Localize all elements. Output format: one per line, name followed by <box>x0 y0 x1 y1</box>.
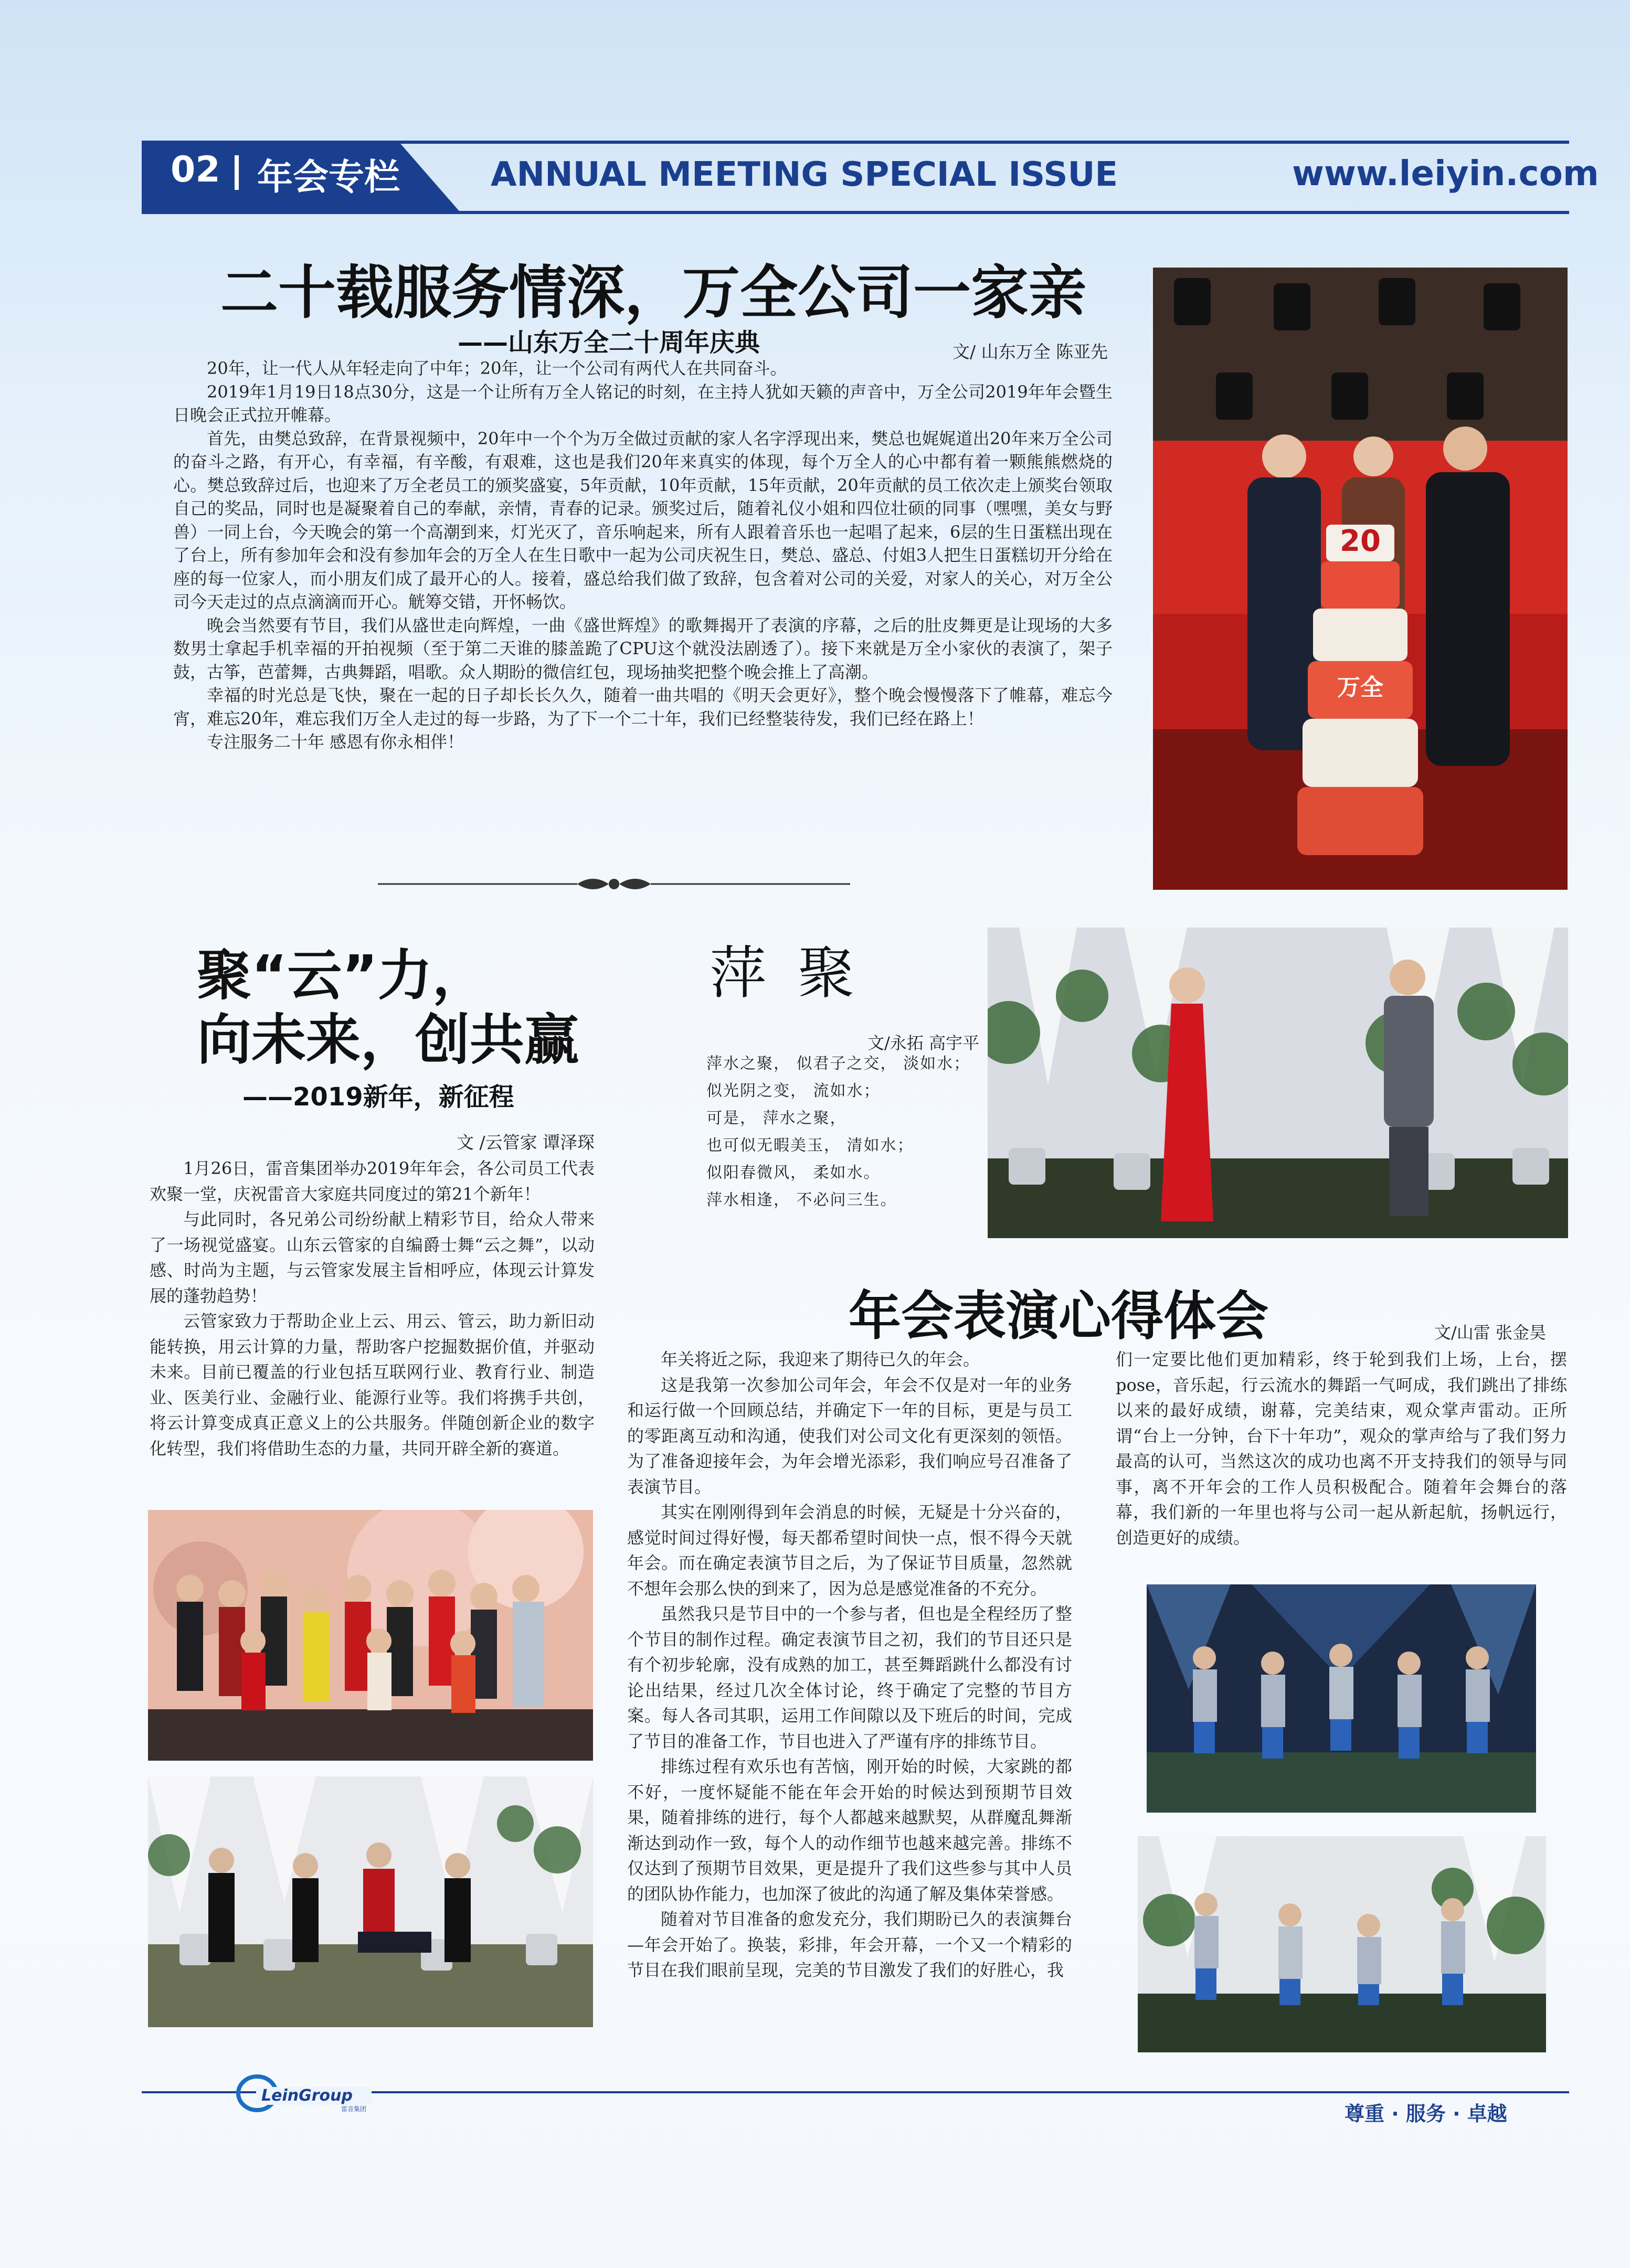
person-right <box>1426 427 1510 766</box>
article2-author: 文 /云管家 谭泽琛 <box>457 1132 595 1153</box>
photo-dancers-silver <box>1147 1584 1536 1813</box>
cake-banner-text: 万全 <box>1337 674 1383 701</box>
website-link[interactable]: www.leiyin.com <box>1292 153 1599 194</box>
poem-line: 可是， 萍水之聚， <box>706 1109 847 1127</box>
photo-dancers-stage <box>1138 1836 1546 2052</box>
photo-group <box>148 1510 593 1761</box>
article3-paragraph: 年关将近之际，我迎来了期待已久的年会。 <box>661 1349 980 1369</box>
article1-paragraph: 晚会当然要有节目，我们从盛世走向辉煌，一曲《盛世辉煌》的歌舞揭开了表演的序幕，之后的肚皮舞更是让现场的大多数男士拿起手机幸福的开拍视频（至于第二天谁的膝盖跪了CPU这个就没法剧透了）。接下来就是万全小家伙的表演了，架子鼓，古筝，芭蕾舞，古典舞蹈，唱歌。众人期盼的微信红包，现场抽奖把整个晚会推上了高潮。 <box>173 615 1113 682</box>
logo-text: LeinGroup <box>261 2086 353 2105</box>
article3-paragraph: 其实在刚刚得到年会消息的时候，无疑是十分兴奋的，感觉时间过得好慢，每天都希望时间快一点，恨不得今天就年会。而在确定表演节目之后，为了保证节目质量，忽然就不想年会那么快的到来了，因为总是感觉准备的不充分。 <box>627 1502 1072 1599</box>
article3-column-2 <box>1116 1347 1567 1550</box>
poem-line: 似光阴之变， 流如水； <box>706 1082 881 1100</box>
article2-subtitle: ——2019新年，新征程 <box>242 1082 514 1112</box>
article3-title: 年会表演心得体会 <box>849 1285 1268 1347</box>
issue-number: 02 <box>171 149 220 190</box>
footer-slogan: 尊重 · 服务 · 卓越 <box>1345 2102 1507 2125</box>
poem-line: 也可似无暇美玉， 清如水； <box>706 1136 914 1155</box>
article3-paragraph: 们一定要比他们更加精彩，终于轮到我们上场，上台，摆pose，音乐起，行云流水的舞蹈一气呵成，我们跳出了排练以来的最好成绩，谢幕，完美结束，观众掌声雷动。正所谓“台上一分钟，台下十年功”，观众的掌声给与了我们努力最高的认可，当然这次的成功也离不开支持我们的领导与同事，离不开年会的工作人员积极配合。随着年会舞台的落幕，我们新的一年里也将与公司一起从新起航，扬帆远行，创造更好的成绩。 <box>1116 1349 1567 1548</box>
section-english-title: ANNUAL MEETING SPECIAL ISSUE <box>491 155 1118 194</box>
article2-paragraph: 云管家致力于帮助企业上云、用云、管云，助力新旧动能转换，用云计算的力量，帮助客户挖掘数据价值，并驱动未来。目前已覆盖的行业包括互联网行业、教育行业、制造业、医美行业、金融行业、能源行业等。我们将携手共创，将云计算变成真正意义上的公共服务。伴随创新企业的数字化转型，我们将借助生态的力量，共同开辟全新的赛道。 <box>150 1311 595 1458</box>
article2-paragraph: 1月26日，雷音集团举办2019年年会，各公司员工代表欢聚一堂，庆祝雷音大家庭共同度过的第21个新年！ <box>150 1158 595 1204</box>
section-title: 年会专栏 <box>257 157 400 198</box>
photo-dance-performance <box>148 1776 593 2027</box>
cake-number-text: 20 <box>1340 524 1381 558</box>
article3-column-1 <box>627 1347 1072 1983</box>
article2-body <box>150 1156 595 1461</box>
article1-paragraph: 专注服务二十年 感恩有你永相伴！ <box>207 732 464 752</box>
article3-author: 文/山雷 张金昊 <box>1434 1323 1546 1343</box>
article1-title: 二十载服务情深，万全公司一家亲 <box>220 259 1086 326</box>
article3-paragraph: 这是我第一次参加公司年会，年会不仅是对一年的业务和运行做一个回顾总结，并确定下一年的目标，更是与员工的零距离互动和沟通，使我们对公司文化有更深刻的领悟。为了准备迎接年会，为年会增光添彩，我们响应号召准备了表演节目。 <box>627 1375 1072 1497</box>
singer-male <box>1384 960 1434 1216</box>
article2-title-line1: 聚“云”力， <box>197 943 487 1007</box>
ornament-divider <box>378 874 850 895</box>
poem-body <box>706 1050 970 1214</box>
article3-paragraph: 虽然我只是节目中的一个参与者，但也是全程经历了整个节目的制作过程。确定表演节目之初，我们的节目还只是有个初步轮廓，没有成熟的加工，甚至舞蹈跳什么都没有讨论出结果，经过几次全体讨论，终于确定了完整的节目方案。每人各司其职，运用工作间隙以及下班后的时间，完成了节目的准备工作，节目也进入了严谨有序的排练节目。 <box>627 1604 1072 1751</box>
header-separator <box>235 155 239 190</box>
leingroup-logo <box>236 2072 373 2114</box>
article1-paragraph: 幸福的时光总是飞快，聚在一起的日子却长长久久，随着一曲共唱的《明天会更好》，整个晚会慢慢落下了帷幕，难忘今宵，难忘20年，难忘我们万全人走过的每一步路，为了下一个二十年，我们已经整装待发，我们已经在路上！ <box>173 685 1113 729</box>
article3-paragraph: 随着对节目准备的愈发充分，我们期盼已久的表演舞台—年会开始了。换装，彩排，年会开幕，一个又一个精彩的节目在我们眼前呈现，完美的节目激发了我们的好胜心，我 <box>627 1909 1072 1980</box>
article1-author: 文/ 山东万全 陈亚先 <box>952 342 1108 362</box>
poem-line: 似阳春微风， 柔如水。 <box>706 1164 881 1182</box>
article1-paragraph: 20年，让一代人从年轻走向了中年；20年，让一个公司有两代人在共同奋斗。 <box>207 358 787 378</box>
article2-title-line2: 向未来，创共赢 <box>197 1008 579 1072</box>
poem-line: 萍水相逢， 不必问三生。 <box>706 1191 897 1209</box>
article1-subtitle: ——山东万全二十周年庆典 <box>458 328 760 357</box>
article3-paragraph: 排练过程有欢乐也有苦恼，刚开始的时候，大家跳的都不好，一度怀疑能不能在年会开始的时候达到预期节目效果，随着排练的进行，每个人都越来越默契，从群魔乱舞渐渐达到动作一致，每个人的动作细节也越来越完善。排练不仅达到了预期节目效果，更是提升了我们这些参与其中人员的团队协作能力，也加深了彼此的沟通了解及集体荣誉感。 <box>627 1756 1072 1904</box>
article2-paragraph: 与此同时，各兄弟公司纷纷献上精彩节目，给众人带来了一场视觉盛宴。山东云管家的自编爵士舞“云之舞”，以动感、时尚为主题，与云管家发展主旨相呼应，体现云计算发展的蓬勃趋势！ <box>150 1209 595 1306</box>
article1-body <box>173 357 1113 754</box>
article1-paragraph: 2019年1月19日18点30分，这是一个让所有万全人铭记的时刻，在主持人犹如天籁的声音中，万全公司2019年年会暨生日晚会正式拉开帷幕。 <box>173 381 1113 425</box>
poem-line: 萍水之聚， 似君子之交， 淡如水； <box>706 1055 971 1073</box>
poem-title: 萍聚 <box>710 941 886 1006</box>
poem-author: 文/永拓 高宇平 <box>867 1033 979 1053</box>
article1-paragraph: 首先，由樊总致辞，在背景视频中，20年中一个个为万全做过贡献的家人名字浮现出来，樊总也娓娓道出20年来万全公司的奋斗之路，有开心，有幸福，有辛酸，有艰难，这也是我们20年来真实的体现，每个万全人的心中都有着一颗熊熊燃烧的心。樊总致辞过后，也迎来了万全老员工的颁奖盛宴，5年贡献，10年贡献，15年贡献，20年贡献的员工依次走上颁奖台领取自己的奖品，同时也是凝聚着自己的奉献，亲情，青春的记录。颁奖过后，随着礼仪小姐和四位壮硕的同事（嘿嘿，美女与野兽）一同上台，今天晚会的第一个高潮到来，灯光灭了，音乐响起来，所有人跟着音乐也一起唱了起来，6层的生日蛋糕出现在了台上，所有参加年会和没有参加年会的万全人在生日歌中一起为公司庆祝生日，樊总、盛总、付姐3人把生日蛋糕切开分给在座的每一位家人，而小朋友们成了最开心的人。接着，盛总给我们做了致辞，包含着对公司的关爱，对家人的关心，对万全公司今天走过的点点滴滴而开心。觥筹交错，开怀畅饮。 <box>173 428 1113 612</box>
logo-subtext: 雷音集团 <box>341 2105 367 2113</box>
photo-singers <box>988 928 1568 1238</box>
photo-cake-cutting <box>1153 268 1568 890</box>
